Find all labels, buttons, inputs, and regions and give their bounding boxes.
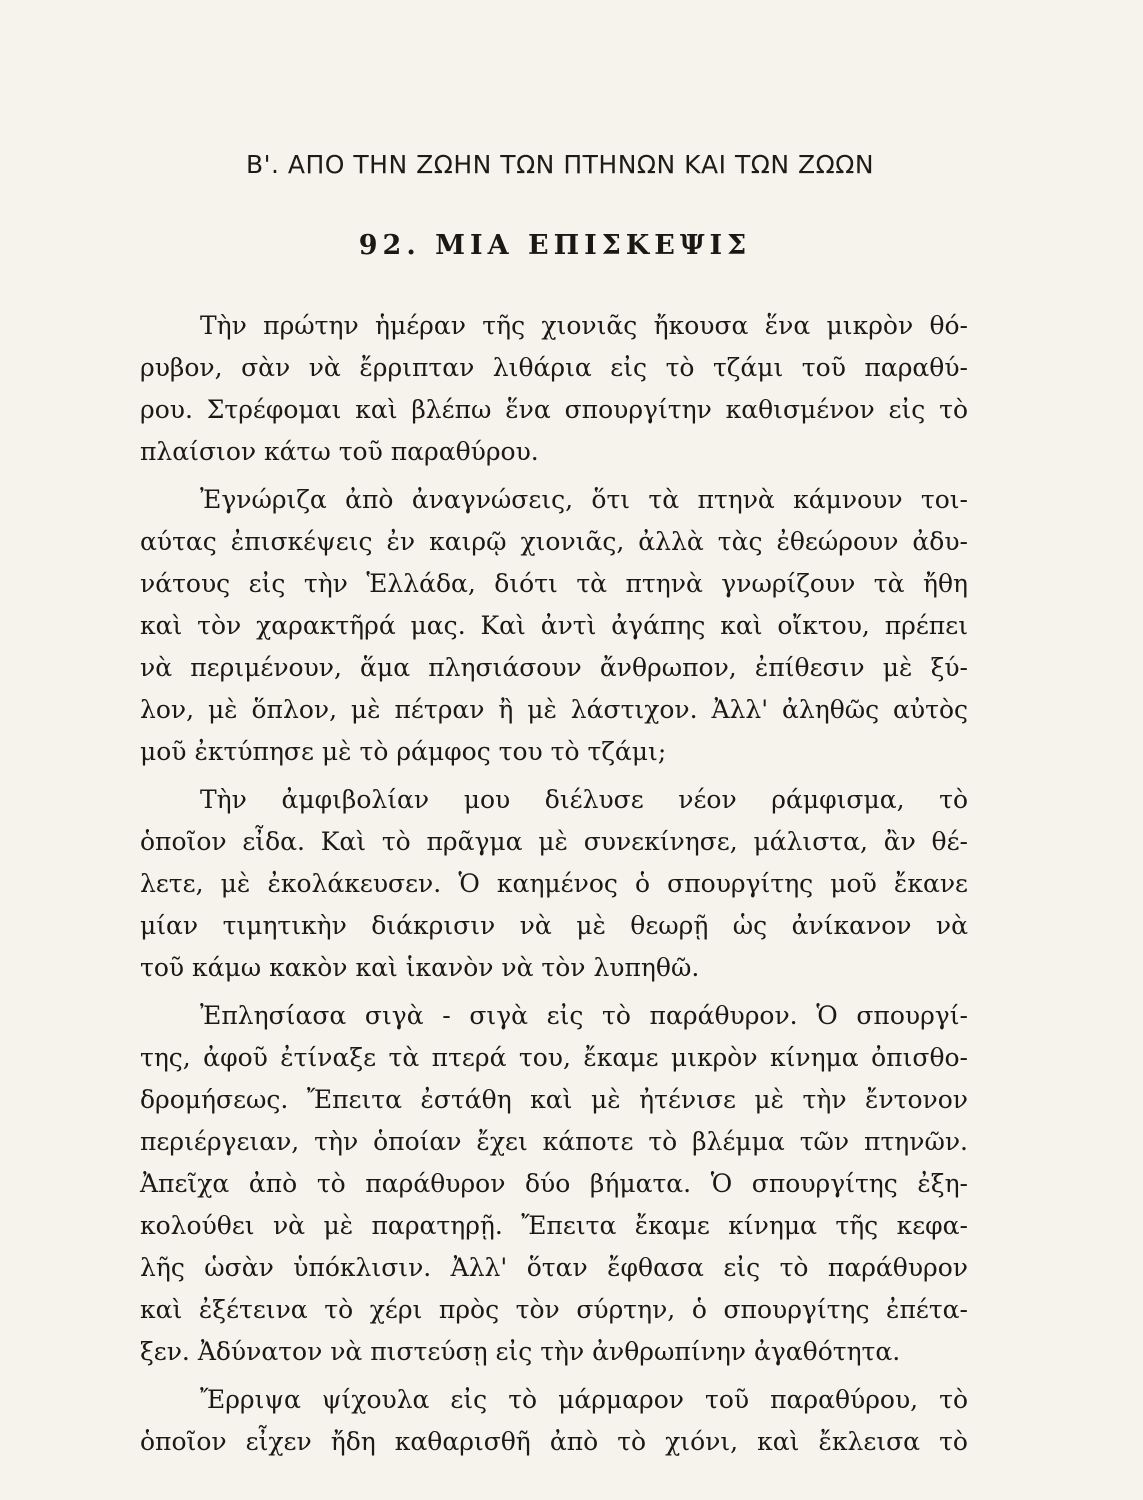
paragraph-2 (140, 479, 968, 773)
text-line: αύτας ἐπισκέψεις ἐν καιρῷ χιονιᾶς, ἀλλὰ τὰς ἐθεώρουν ἀδυ- (140, 527, 968, 556)
paragraph-1 (140, 305, 968, 473)
text-line: ρυβον, σὰν νὰ ἔρριπταν λιθάρια εἰς τὸ τζάμι τοῦ παραθύ- (140, 353, 968, 382)
paragraph-3 (140, 779, 968, 989)
text-line: Τὴν πρώτην ἡμέραν τῆς χιονιᾶς ἤκουσα ἕνα μικρὸν θό- (200, 311, 968, 340)
text-line: ρου. Στρέφομαι καὶ βλέπω ἕνα σπουργίτην καθισμένον εἰς τὸ (140, 395, 968, 424)
text-line: ὁποῖον εἶδα. Καὶ τὸ πρᾶγμα μὲ συνεκίνησε, μάλιστα, ἂν θέ- (140, 827, 968, 856)
text-line: Ἔρριψα ψίχουλα εἰς τὸ μάρμαρον τοῦ παραθύρου, τὸ (200, 1385, 968, 1414)
text-line: καὶ ἐξέτεινα τὸ χέρι πρὸς τὸν σύρτην, ὁ σπουργίτης ἐπέτα- (140, 1295, 968, 1324)
text-line: ξεν. Ἀδύνατον νὰ πιστεύσῃ εἰς τὴν ἀνθρωπίνην ἀγαθότητα. (140, 1337, 901, 1366)
text-line: ὁποῖον εἶχεν ἤδη καθαρισθῆ ἀπὸ τὸ χιόνι, καὶ ἔκλεισα τὸ (140, 1427, 968, 1456)
text-line: μίαν τιμητικὴν διάκρισιν νὰ μὲ θεωρῇ ὡς ἀνίκανον νὰ (140, 911, 968, 940)
text-line: περιέργειαν, τὴν ὁποίαν ἔχει κάποτε τὸ βλέμμα τῶν πτηνῶν. (140, 1127, 968, 1156)
paragraph-4 (140, 995, 968, 1373)
text-line: λῆς ὡσὰν ὑπόκλισιν. Ἀλλ' ὅταν ἔφθασα εἰς τὸ παράθυρον (140, 1253, 968, 1282)
text-line: λετε, μὲ ἐκολάκευσεν. Ὁ καημένος ὁ σπουργίτης μοῦ ἔκανε (140, 869, 968, 898)
text-line: δρομήσεως. Ἔπειτα ἐστάθη καὶ μὲ ἠτένισε μὲ τὴν ἔντονον (140, 1085, 968, 1114)
text-line: πλαίσιον κάτω τοῦ παραθύρου. (140, 437, 539, 466)
text-line: της, ἀφοῦ ἐτίναξε τὰ πτερά του, ἔκαμε μικρὸν κίνημα ὀπισθο- (140, 1043, 968, 1072)
text-line: καὶ τὸν χαρακτῆρά μας. Καὶ ἀντὶ ἀγάπης καὶ οἴκτου, πρέπει (140, 611, 968, 640)
paragraph-5 (140, 1379, 968, 1463)
text-line: τοῦ κάμω κακὸν καὶ ἱκανὸν νὰ τὸν λυπηθῶ. (140, 953, 700, 982)
text-line: νάτους εἰς τὴν Ἑλλάδα, διότι τὰ πτηνὰ γνωρίζουν τὰ ἤθη (140, 569, 968, 598)
section-header: Β'. ΑΠΟ ΤΗΝ ΖΩΗΝ ΤΩΝ ΠΤΗΝΩΝ ΚΑΙ ΤΩΝ ΖΩΩΝ (245, 150, 875, 179)
text-line: Τὴν ἀμφιβολίαν μου διέλυσε νέον ράμφισμα, τὸ (200, 785, 968, 814)
text-line: Ἐπλησίασα σιγὰ - σιγὰ εἰς τὸ παράθυρον. Ὁ σπουργί- (200, 1001, 968, 1030)
text-line: Ἀπεῖχα ἀπὸ τὸ παράθυρον δύο βήματα. Ὁ σπουργίτης ἐξη- (140, 1169, 968, 1198)
text-line: κολούθει νὰ μὲ παρατηρῇ. Ἔπειτα ἔκαμε κίνημα τῆς κεφα- (140, 1211, 968, 1240)
chapter-title: 92. ΜΙΑ ΕΠΙΣΚΕΨΙΣ (358, 230, 752, 261)
text-line: νὰ περιμένουν, ἅμα πλησιάσουν ἄνθρωπον, ἐπίθεσιν μὲ ξύ- (140, 653, 968, 682)
text-line: Ἐγνώριζα ἀπὸ ἀναγνώσεις, ὅτι τὰ πτηνὰ κάμνουν τοι- (200, 485, 968, 514)
chapter-body (140, 305, 968, 1463)
text-line: λον, μὲ ὅπλον, μὲ πέτραν ἢ μὲ λάστιχον. Ἀλλ' ἀληθῶς αὐτὸς (140, 695, 968, 724)
text-line: μοῦ ἐκτύπησε μὲ τὸ ράμφος του τὸ τζάμι; (140, 737, 667, 766)
